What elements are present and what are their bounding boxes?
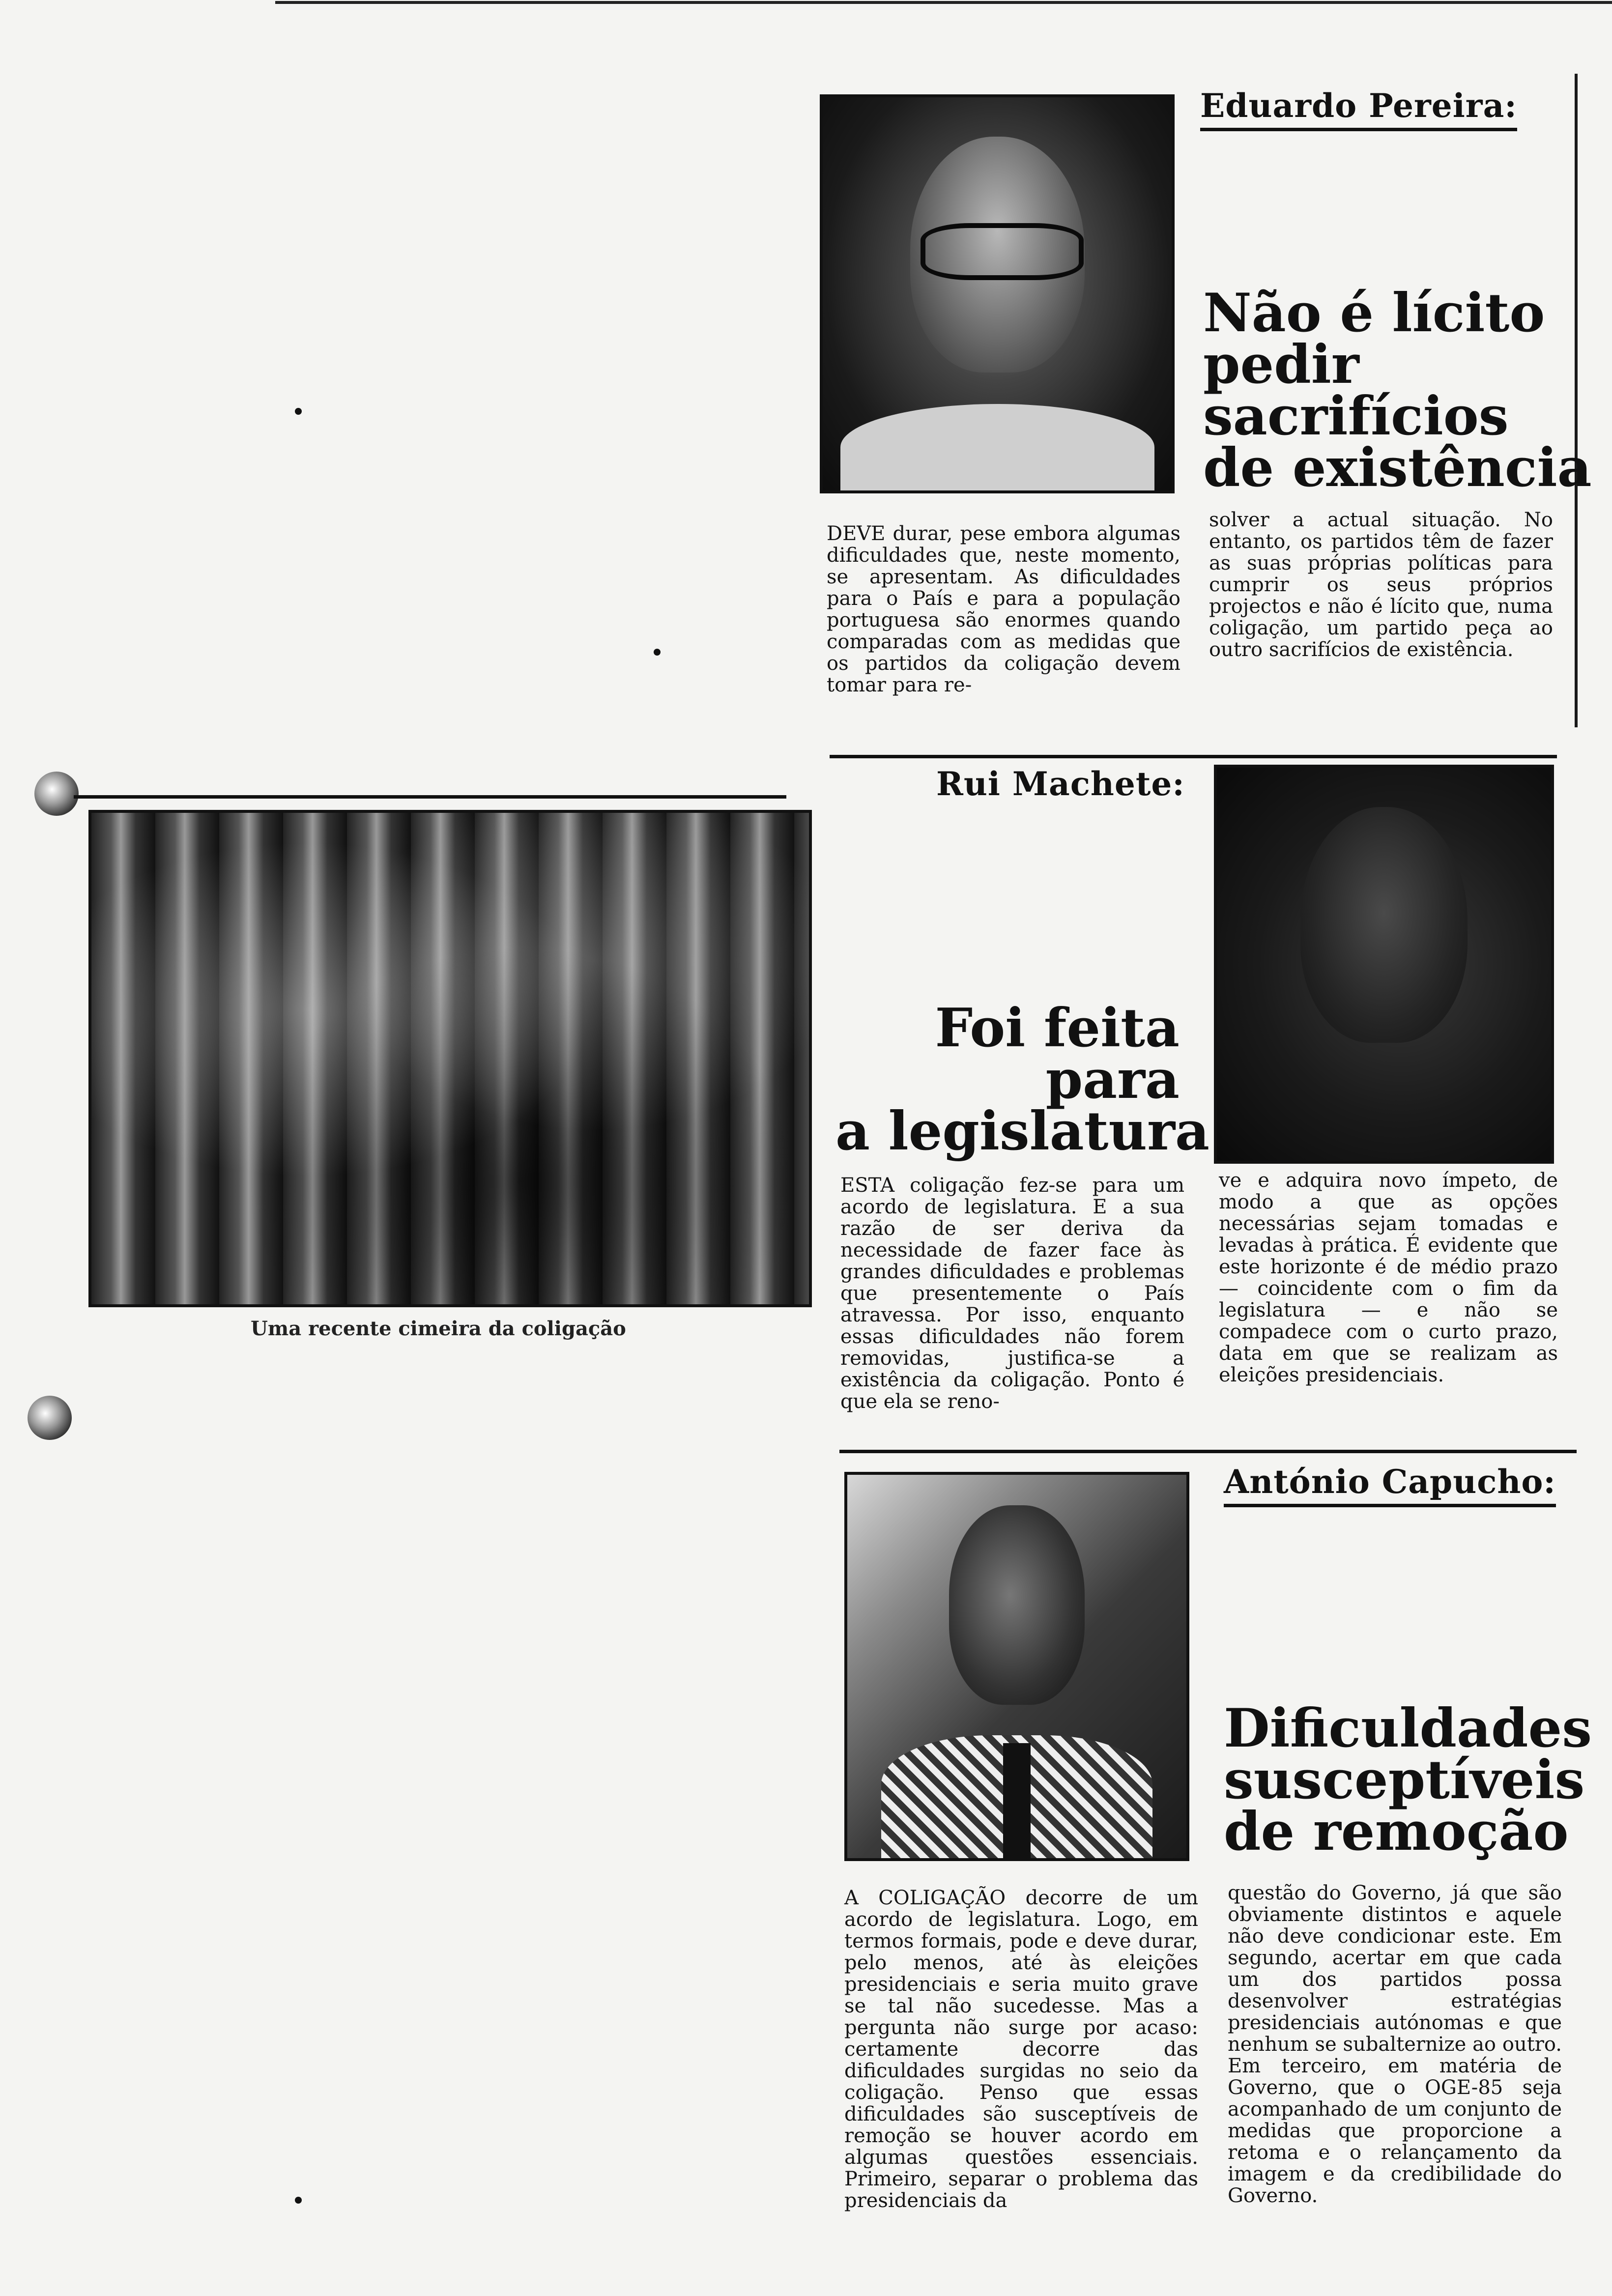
byline-eduardo-pereira: Eduardo Pereira:	[1200, 87, 1517, 131]
headline-line: pedir	[1203, 334, 1359, 396]
portrait-eduardo-pereira	[820, 94, 1175, 493]
article2-column-right: ve e adquira novo ímpeto, de modo a que as opções necessárias sejam tomadas e levadas à prática. É evidente que este horizonte é de médio prazo — coincidente com o fim da legislatura — e não se compadece com o curto prazo, data em que se realizam as eleições presidenciais.	[1219, 1169, 1558, 1386]
top-rule	[275, 1, 1612, 4]
section-divider	[830, 755, 1557, 758]
byline-rui-machete: Rui Machete:	[936, 765, 1185, 803]
scan-speck	[295, 408, 302, 415]
headline-section3	[1224, 1697, 1592, 1863]
headline-line: de remoção	[1224, 1801, 1569, 1863]
portrait-shoulders	[840, 404, 1154, 490]
article1-column-left: DEVE durar, pese embora algumas dificuldades que, neste momento, se apresentam. As dificuldades para o País e para a população portuguesa são enormes quando comparadas com as medidas que os partidos da coligação devem tomar para re-	[827, 522, 1180, 696]
headline-line: para	[1045, 1049, 1180, 1111]
byline-antonio-capucho: António Capucho:	[1224, 1464, 1556, 1507]
portrait-glasses	[921, 223, 1084, 280]
portrait-head	[949, 1505, 1085, 1705]
portrait-head	[1300, 807, 1468, 1043]
portrait-rui-machete	[1214, 765, 1554, 1164]
section-divider	[839, 1450, 1577, 1453]
portrait-tie	[1003, 1743, 1030, 1858]
photo-grain	[91, 813, 809, 1304]
headline-section2	[835, 997, 1209, 1162]
portrait-antonio-capucho	[844, 1472, 1189, 1861]
headline-line: Foi feita	[935, 997, 1180, 1059]
headline-line: susceptíveis	[1224, 1749, 1585, 1811]
article3-column-left: A COLIGAÇÃO decorre de um acordo de legislatura. Logo, em termos formais, pode e deve durar, pelo menos, até às eleições presidenciais e seria muito grave se tal não sucedesse. Mas a pergunta não surge por acaso: certamente decorre das dificuldades surgidas no seio da coligação. Penso que essas dificuldades são susceptíveis de remoção se houver acordo em algumas questões essenciais. Primeiro, separar o problema das presidenciais da	[844, 1887, 1198, 2212]
headline-line: Não é lícito	[1203, 282, 1545, 344]
photo-top-rule	[74, 795, 786, 799]
headline-line: a legislatura	[835, 1100, 1209, 1162]
photo-coalition-summit	[88, 810, 812, 1307]
headline-line: sacrifícios	[1203, 385, 1509, 447]
pin-hole	[34, 772, 79, 816]
article3-column-right: questão do Governo, já que são obviamente distintos e aquele não deve condicionar este. Em segundo, acertar em que cada um dos partidos possa desenvolver estratégias presidenciais autónomas e que nenhum se subalternize ao outro. Em terceiro, em matéria de Governo, que o OGE-85 seja acompanhado de um conjunto de medidas que proporcione a retoma e o relançamento da imagem e da credibilidade do Governo.	[1228, 1882, 1562, 2207]
headline-section1	[1203, 282, 1592, 499]
article1-column-right: solver a actual situação. No entanto, os partidos têm de fazer as suas próprias políticas para cumprir os seus próprios projectos e não é lícito que, numa coligação, um partido peça ao outro sacrifícios de existência.	[1209, 509, 1553, 661]
photo-caption: Uma recente cimeira da coligação	[251, 1317, 626, 1340]
scan-speck	[295, 2197, 302, 2204]
pin-hole	[28, 1396, 72, 1440]
scan-speck	[654, 649, 661, 656]
article2-column-left: ESTA coligação fez-se para um acordo de legislatura. E a sua razão de ser deriva da necessidade de fazer face às grandes dificuldades e problemas que presentemente o País atravessa. Por isso, enquanto essas dificuldades não forem removidas, justifica-se a existência da coligação. Ponto é que ela se reno-	[840, 1174, 1184, 1413]
headline-line: Dificuldades	[1224, 1697, 1592, 1759]
headline-line: de existência	[1203, 437, 1592, 499]
